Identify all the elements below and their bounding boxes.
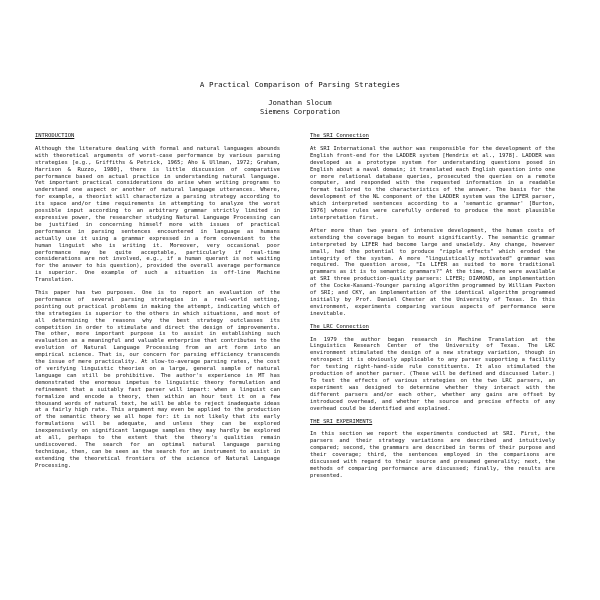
sri-connection-paragraph-1: At SRI International the author was responsible for the development of the English front-end for the LADDER system [Hendrix et al., 1978]. LADDER was developed as a prototype system for understanding questions posed in English about a naval domain; it translated each English question into one or more relational database queries, prosecuted the queries on a remote computer, and responded with the requested information in a readable format tailored to the characteristics of the answer. The basis for the development of the NL component of the LADDER system was the LIFER parser, which interpreted sentences according to a 'semantic grammar' [Burton, 1976] whose rules were carefully ordered to produce the most plausible interpretation first. — [310, 145, 555, 221]
introduction-paragraph-2: This paper has two purposes. One is to report an evaluation of the performance of several parsing strategies in a real-world setting, pointing out practical problems in making the attempt, indicating which of the strategies is superior to the others in which situations, and most of all determining the reasons why the best strategy outclasses its competition in order to stimulate and direct the design of improvements. The other, more important purpose is to assist in establishing such evaluation as a meaningful and valuable enterprise that contributes to the evolution of Natural Language Processing from an art form into an empirical science. That is, our concern for parsing efficiency transcends the issue of mere practicality. At slow-to-average parsing rates, the cost of verifying linguistic theories on a large, general sample of natural language can still be prohibitive. The author's experience in MT has demonstrated the enormous impetus to linguistic theory formulation and refinement that a suitably fast parser will impart: when a linguist can formalize and encode a theory, then within an hour test it on a few thousand words of natural text, he will be able to reject inadequate ideas at a fairly high rate. This argument may even be applied to the production of the semantic theory we all hope for: it is not likely that its early formulations will be adequate, and unless they can be explored inexpensively on significant language samples they may hardly be explored at all, perhaps to the extent that the theory's qualities remain undiscovered. The search for an optimal natural language parsing technique, then, can be seen as the search for an instrument to assist in extending the theoretical frontiers of the science of Natural Language Processing. — [35, 290, 280, 469]
author-block — [0, 99, 600, 117]
introduction-paragraph-1: Although the literature dealing with formal and natural languages abounds with theoretical arguments of worst-case performance by various parsing strategies [e.g., Griffiths & Petrick, 1965; Aho & Ullman, 1972; Graham, Harrison & Ruzzo, 1980], there is little discussion of comparative performance based on actual practice in understanding natural language. Yet important practical considerations do arise when writing programs to understand one aspect or another of natural language utterances. Where, for example, a theorist will characterize a parsing strategy according to its space and/or time requirements in attempting to analyze the worst possible input according to an arbitrary grammar strictly limited in expressive power, the researcher studying Natural Language Processing can be justified in concerning himself more with issues of practical performance in parsing sentences encountered in language as humans actually use it using a grammar expressed in a form convenient to the human linguist who is writing it. Moreover, very occasional poor performance may be quite acceptable, particularly if real-time considerations are not involved, e.g., if a human querant is not waiting for the answer to his question), provided the overall average performance is superior. One example of such a situation is off-line Machine Translation. — [35, 145, 280, 284]
paper-title: A Practical Comparison of Parsing Strategies — [199, 80, 401, 89]
author-affiliation: Siemens Corporation — [259, 108, 341, 116]
sri-connection-heading: The SRI Connection — [310, 133, 369, 139]
sri-experiments-paragraph: In this section we report the experiments conducted at SRI. First, the parsers and their strategy variations are described and intuitively compared; second, the grammars are described in terms of their purpose and their coverage; third, the sentences employed in the comparisons are discussed with regard to their source and presumed generality; next, the methods of comparing performance are discussed; finally, the results are presented. — [310, 431, 555, 479]
lrc-connection-heading: The LRC Connection — [310, 323, 369, 330]
sri-experiments-heading: THE SRI EXPERIMENTS — [310, 418, 373, 425]
right-column — [310, 133, 555, 597]
introduction-heading: INTRODUCTION — [35, 133, 75, 139]
lrc-connection-paragraph: In 1979 the author began research in Machine Translation at the Linguistics Research Center of the University of Texas. The LRC environment stimulated the design of a new strategy variation, though in retrospect it is obviously applicable to any parser supporting a facility for testing right-hand-side rule constituents. It also stimulated the production of another parser. (These will be defined and discussed later.) To test the effects of various strategies on the two LRC parsers, an experiment was designed to determine whether they interact with the different parsers and/or each other, whether any gains are offset by introduced overhead, and whether the source and precise effects of any overhead could be identified and explained. — [310, 336, 555, 412]
sri-connection-paragraph-2: After more than two years of intensive development, the human costs of extending the coverage began to mount significantly. The semantic grammar interpreted by LIFER had become large and unwieldy. Any change, however small, had the potential to produce "ripple effects" which eroded the integrity of the system. A more "linguistically motivated" grammar was required. The question arose, "Is LIFER as suited to more traditional grammars as it is to semantic grammars?" At the time, there were available at SRI three production-quality parsers: LIFER; DIAMOND, an implementation of the Cocke-Kasami-Younger parsing algorithm programmed by William Paxton of SRI; and CKY, an implementation of the identical algorithm programmed initially by Prof. Daniel Chester at the University of Texas. In this environment, experiments comparing various aspects of performance were inevitable. — [310, 227, 555, 317]
left-column — [35, 133, 280, 597]
author-name: Jonathan Slocum — [268, 99, 332, 107]
